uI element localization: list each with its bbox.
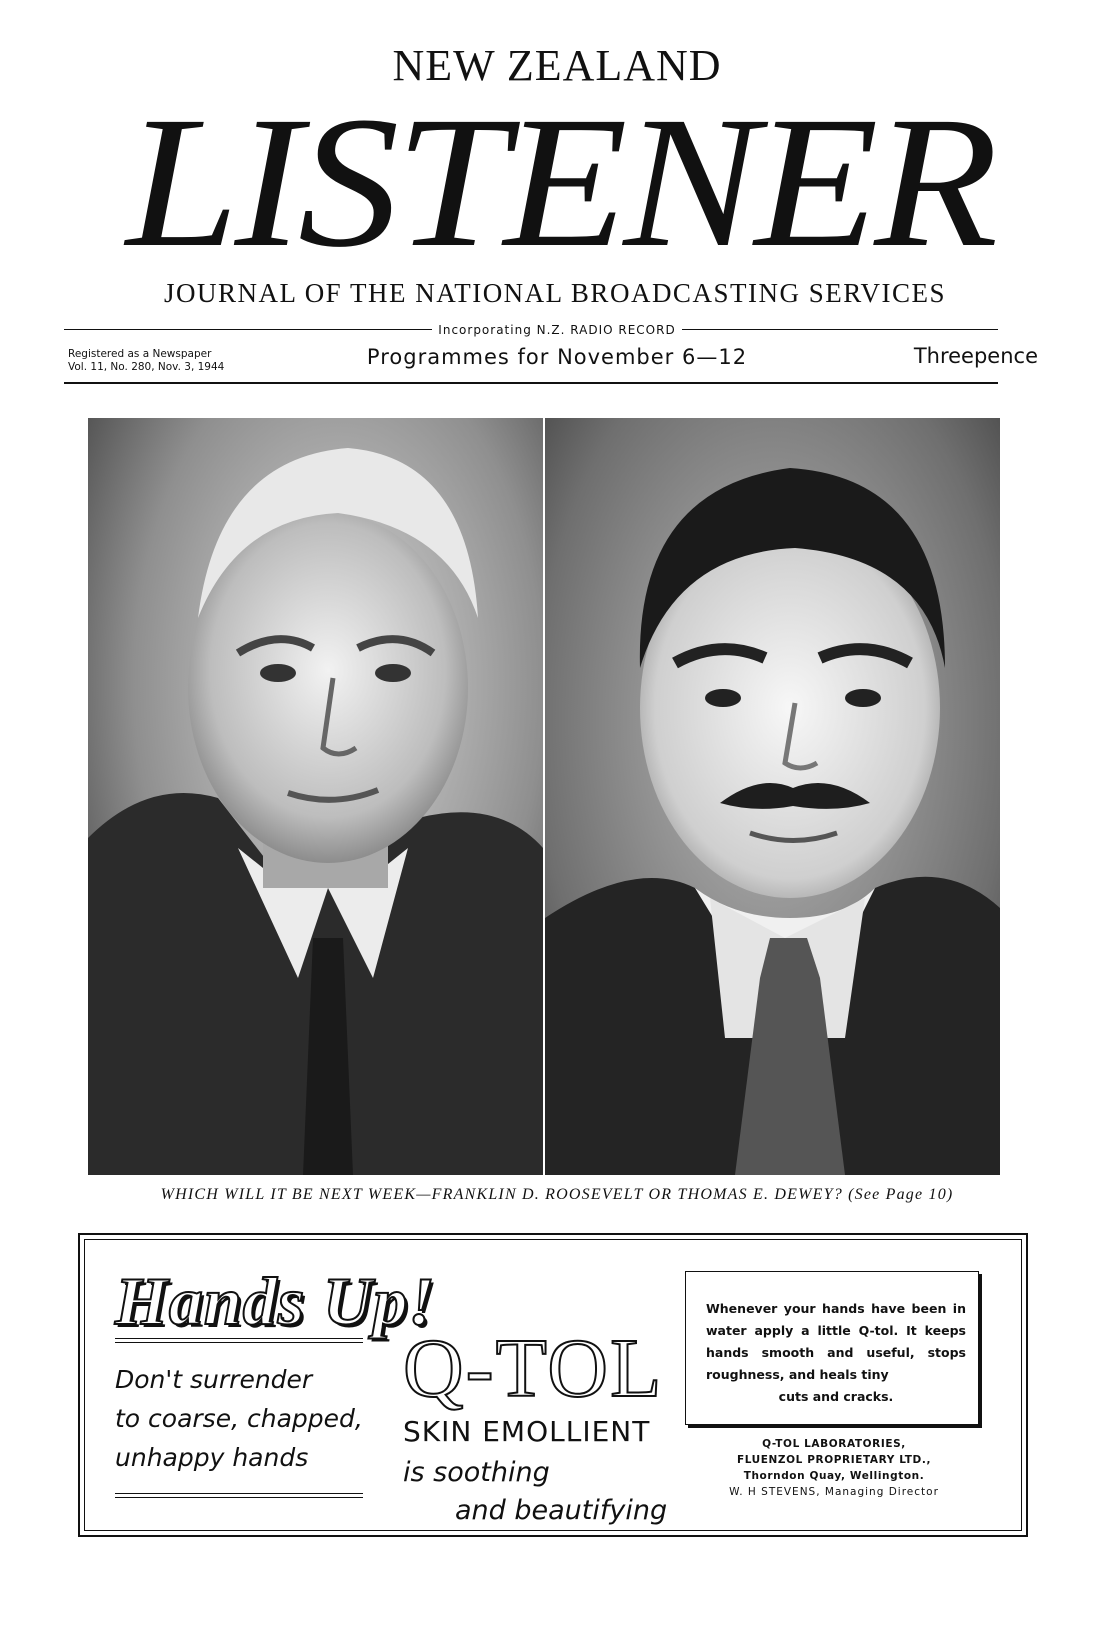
advert-divider-bottom xyxy=(115,1493,363,1498)
product-name: SKIN EMOLLIENT xyxy=(403,1415,651,1448)
product-benefit xyxy=(403,1454,667,1530)
company-name: Q-TOL LABORATORIES, xyxy=(762,1438,906,1450)
advert-copy-text: Whenever your hands have been in water apply a little Q-tol. It keeps hands smooth and useful, stops roughness, and heals tiny xyxy=(706,1301,966,1382)
advert-copy-box xyxy=(685,1271,979,1425)
programmes-line: Programmes for November 6—12 xyxy=(366,345,748,369)
company-info xyxy=(689,1436,979,1500)
advert-inner-frame xyxy=(84,1239,1022,1531)
tagline-line-3: unhappy hands xyxy=(115,1443,309,1472)
company-address: Thorndon Quay, Wellington. xyxy=(743,1470,925,1482)
advert-tagline xyxy=(115,1360,363,1477)
incorporating-line xyxy=(0,323,1114,337)
advert-divider-top xyxy=(115,1338,363,1343)
masthead-country: NEW ZEALAND xyxy=(392,41,722,90)
incorporating-text: Incorporating N.Z. RADIO RECORD xyxy=(432,323,681,337)
qtol-advert xyxy=(78,1233,1028,1537)
roosevelt-photo xyxy=(88,418,543,1175)
company-director: W. H STEVENS, Managing Director xyxy=(729,1486,939,1498)
tagline-line-2: to coarse, chapped, xyxy=(115,1404,363,1433)
brand-name: Q-TOL xyxy=(403,1322,664,1415)
masthead-title: LISTENER xyxy=(126,77,994,286)
advert-headline: Hands Up! xyxy=(115,1263,436,1339)
registration-text: Registered as a Newspaper xyxy=(68,348,212,360)
masthead-subtitle: JOURNAL OF THE NATIONAL BROADCASTING SERVICES xyxy=(163,278,947,308)
advert-copy-last: cuts and cracks. xyxy=(778,1389,894,1404)
masthead-rule-bottom xyxy=(64,382,998,384)
price: Threepence xyxy=(913,344,1038,368)
benefit-line-2: and beautifying xyxy=(455,1495,668,1526)
issue-text: Vol. 11, No. 280, Nov. 3, 1944 xyxy=(68,361,225,373)
cover-caption: WHICH WILL IT BE NEXT WEEK—FRANKLIN D. ROOSEVELT OR THOMAS E. DEWEY? (See Page 10) xyxy=(160,1186,954,1203)
dewey-photo xyxy=(545,418,1000,1175)
company-proprietor: FLUENZOL PROPRIETARY LTD., xyxy=(736,1454,932,1466)
tagline-line-1: Don't surrender xyxy=(115,1365,313,1394)
benefit-line-1: is soothing xyxy=(403,1457,550,1488)
